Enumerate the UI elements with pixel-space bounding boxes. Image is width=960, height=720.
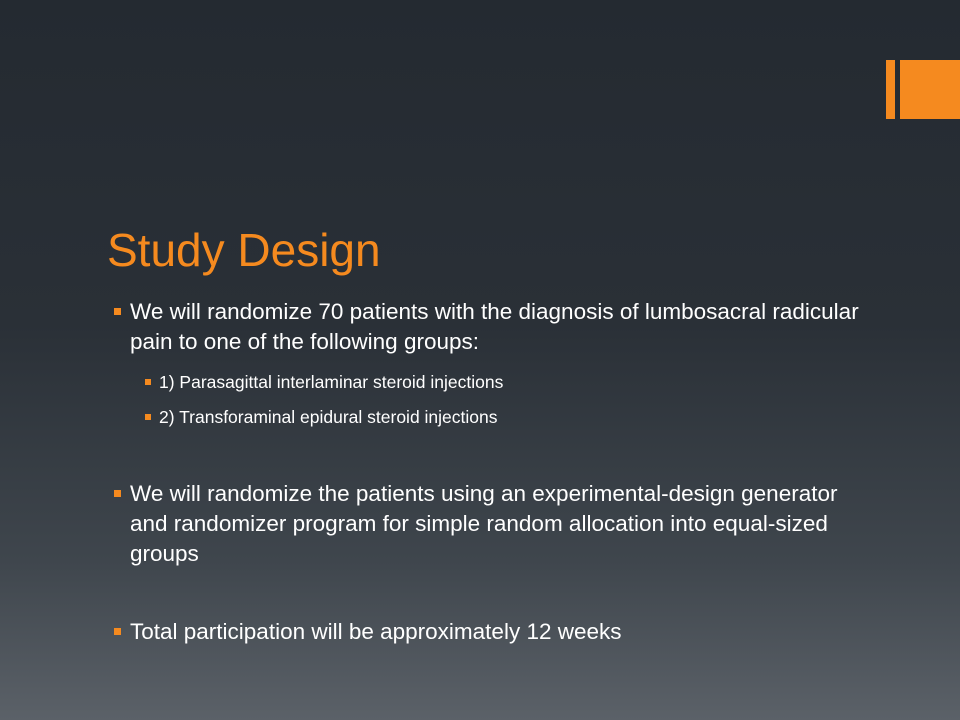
bullet-randomizer-program xyxy=(130,479,870,569)
bullet-square-icon xyxy=(114,490,121,497)
bullet-text: Total participation will be approximately 12 weeks xyxy=(130,619,622,644)
subbullet-transforaminal xyxy=(159,405,839,429)
subbullet-text: 2) Transforaminal epidural steroid injections xyxy=(159,407,498,427)
subbullet-text: 1) Parasagittal interlaminar steroid injections xyxy=(159,372,504,392)
accent-bar-thick xyxy=(900,60,960,119)
bullet-square-icon xyxy=(114,628,121,635)
slide-title: Study Design xyxy=(107,224,381,276)
bullet-total-participation xyxy=(130,617,870,647)
subbullet-interlaminar xyxy=(159,370,839,394)
bullet-text: We will randomize the patients using an experimental-design generator and randomizer program for simple random allocation into equal-sized groups xyxy=(130,481,838,566)
bullet-text: We will randomize 70 patients with the diagnosis of lumbosacral radicular pain to one of the following groups: xyxy=(130,299,859,354)
subbullet-square-icon xyxy=(145,379,151,385)
accent-bar-thin xyxy=(886,60,895,119)
bullet-randomize-patients xyxy=(130,297,870,357)
subbullet-square-icon xyxy=(145,414,151,420)
bullet-square-icon xyxy=(114,308,121,315)
